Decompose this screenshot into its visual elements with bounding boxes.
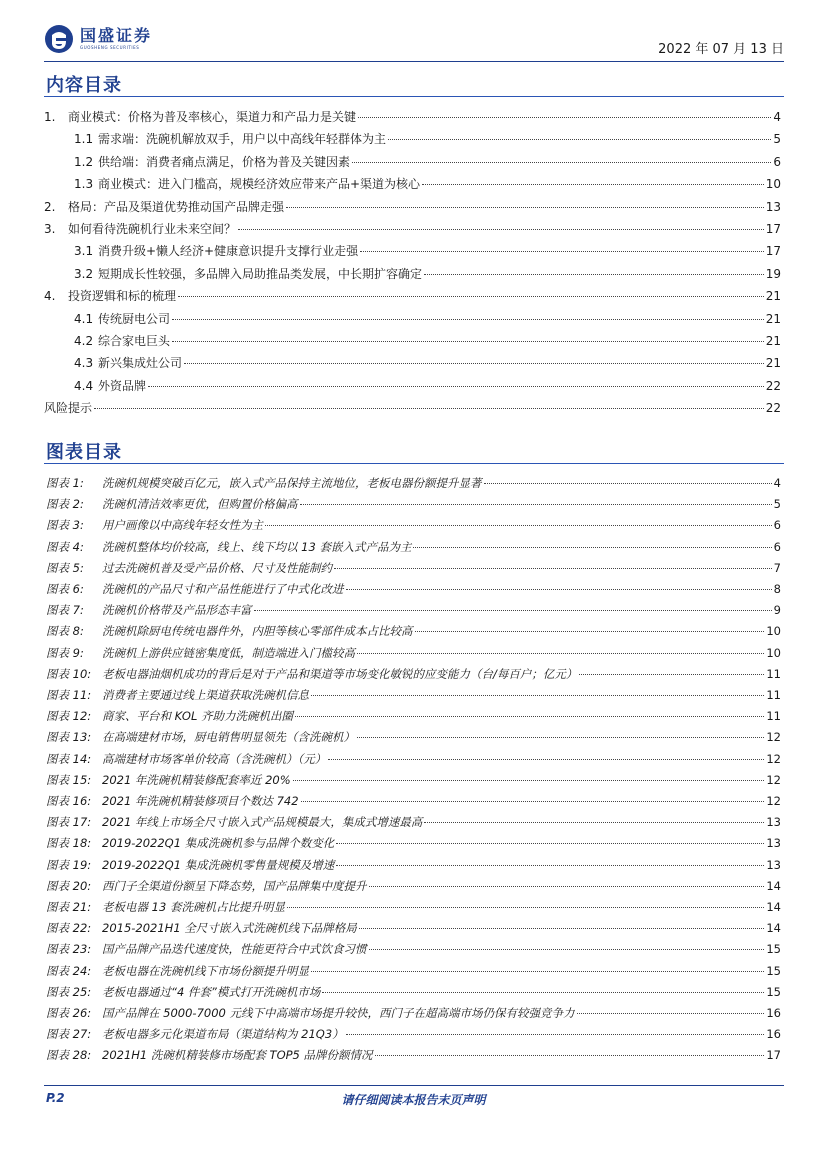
figure-entry-title: 洗碗机规模突破百亿元，嵌入式产品保持主流地位，老板电器份额提升显著	[102, 476, 482, 490]
footer-divider	[44, 1085, 784, 1086]
toc-entry[interactable]	[44, 266, 781, 282]
logo-name-cn: 国盛证券	[80, 26, 153, 45]
figure-entry-page: 15	[766, 942, 781, 957]
figure-entry-title: 高端建材市场客单价较高（含洗碗机）（元）	[102, 751, 327, 766]
toc-entry-subnumber: 1.2	[74, 154, 94, 169]
figure-entry-label: 图表 11:	[46, 688, 92, 702]
figure-entry-title: 老板电器通过“4 件套”模式打开洗碗机市场	[102, 984, 321, 999]
toc-entry-title: 如何看待洗碗机行业未来空间？	[68, 222, 237, 236]
toc-entry-subnumber: 4.1	[74, 311, 94, 326]
figure-entry-label: 图表 4:	[46, 539, 84, 554]
toc-entry-title: 投资逻辑和标的梳理	[68, 289, 177, 304]
figure-entry-title: 国产品牌在 5000-7000 元线下中高端市场提升较快，西门子在超高端市场仍保有较强竞争力	[102, 1006, 575, 1020]
figure-entry-label: 图表 8:	[46, 624, 84, 639]
toc-leader-dots	[352, 162, 771, 163]
figure-entry-title: 2021 年洗碗机精装修配套率近 20%	[102, 772, 291, 787]
figure-entry-page: 14	[766, 878, 781, 893]
toc-leader-dots	[360, 251, 764, 252]
figure-leader-dots	[579, 674, 764, 675]
toc-entry-title: 商业模式：进入门槛高，规模经济效应带来产品+渠道为核心	[98, 177, 421, 192]
toc-entry-page: 17	[765, 244, 781, 259]
figure-entry-label: 图表 6:	[46, 582, 84, 596]
page-number: P.2	[46, 1091, 65, 1105]
toc-entry-subnumber: 1.1	[74, 132, 94, 147]
toc-entry-page: 17	[765, 222, 781, 236]
figure-entry-title: 老板电器多元化渠道布局（渠道结构为 21Q3）	[102, 1027, 344, 1042]
toc-leader-dots	[184, 363, 764, 364]
toc-entry[interactable]	[44, 378, 781, 394]
header-divider	[44, 61, 784, 62]
toc-entry-title: 消费升级+懒人经济+健康意识提升支撑行业走强	[98, 244, 359, 259]
figure-entry-page: 15	[766, 984, 781, 999]
figure-entry[interactable]	[46, 708, 781, 724]
figure-entry[interactable]	[46, 1005, 781, 1021]
figure-entry-page: 9	[773, 603, 781, 618]
figure-entry[interactable]	[46, 687, 781, 703]
toc-entry-subnumber: 4.3	[74, 356, 94, 371]
figure-entry[interactable]	[46, 814, 781, 830]
figure-entry-page: 4	[773, 476, 781, 490]
figure-leader-dots	[334, 568, 772, 569]
toc-entry[interactable]	[44, 311, 781, 327]
figure-entry-page: 11	[766, 709, 781, 724]
figure-entry-page: 13	[766, 857, 781, 872]
figure-entry-label: 图表 16:	[46, 794, 92, 808]
figure-entry-label: 图表 13:	[46, 730, 92, 745]
figure-entry[interactable]	[46, 560, 781, 576]
toc-entry-title: 传统厨电公司	[98, 311, 171, 326]
figure-entry-page: 13	[766, 836, 781, 851]
figure-entry-page: 7	[773, 560, 781, 575]
figure-leader-dots	[311, 695, 764, 696]
figure-leader-dots	[415, 631, 765, 632]
figure-entry-page: 16	[766, 1006, 781, 1020]
toc-entry[interactable]	[44, 400, 781, 416]
figure-leader-dots	[346, 1034, 765, 1035]
figure-entry-title: 老板电器 13 套洗碗机占比提升明显	[102, 900, 285, 914]
toc-entry[interactable]	[44, 199, 781, 215]
figure-entry[interactable]	[46, 645, 781, 661]
toc-entry[interactable]	[44, 109, 781, 125]
toc-entry[interactable]	[44, 221, 781, 237]
toc-entry-title: 风险提示	[44, 401, 93, 416]
figure-entry-label: 图表 12:	[46, 709, 92, 724]
figure-entry[interactable]	[46, 581, 781, 597]
page-header	[44, 22, 784, 62]
figure-entry-label: 图表 25:	[46, 984, 92, 999]
figure-entry-label: 图表 23:	[46, 942, 92, 957]
toc-entry[interactable]	[44, 288, 781, 304]
toc-entry[interactable]	[44, 131, 781, 147]
figure-leader-dots	[336, 865, 764, 866]
figure-entry[interactable]	[46, 602, 781, 618]
toc-entry-title: 格局：产品及渠道优势推动国产品牌走强	[68, 199, 285, 214]
toc-entry-title: 短期成长性较强，多品牌入局助推品类发展，中长期扩容确定	[98, 266, 423, 281]
figure-leader-dots	[293, 780, 765, 781]
figure-entry-page: 12	[766, 772, 781, 787]
toc-entry[interactable]	[44, 154, 781, 170]
figure-entry[interactable]	[46, 941, 781, 957]
figure-entry[interactable]	[46, 920, 781, 936]
figure-entry-label: 图表 5:	[46, 560, 84, 575]
toc-entry[interactable]	[44, 355, 781, 371]
toc-title: 内容目录	[46, 75, 122, 96]
toc-entry-page: 19	[765, 266, 781, 281]
toc-entry-subnumber: 3.2	[74, 266, 94, 281]
toc-leader-dots	[172, 341, 764, 342]
toc-entry[interactable]	[44, 333, 781, 349]
toc-entry-subnumber: 1.3	[74, 177, 94, 192]
figure-leader-dots	[369, 886, 765, 887]
figure-entry-page: 14	[766, 921, 781, 936]
figure-entry-label: 图表 28:	[46, 1048, 92, 1063]
figure-entry[interactable]	[46, 835, 781, 851]
figure-entry[interactable]	[46, 857, 781, 873]
figure-entry[interactable]	[46, 899, 781, 915]
figure-entry-label: 图表 27:	[46, 1027, 92, 1042]
toc-leader-dots	[388, 139, 771, 140]
toc-leader-dots	[424, 274, 764, 275]
logo-name-en: GUOSHENG SECURITIES	[80, 45, 140, 50]
figure-leader-dots	[346, 589, 772, 590]
figure-entry-label: 图表 17:	[46, 815, 92, 830]
toc-entry-title: 新兴集成灶公司	[98, 356, 183, 371]
figure-entry-label: 图表 26:	[46, 1006, 92, 1020]
figure-entry-page: 17	[766, 1048, 781, 1063]
toc-leader-dots	[286, 207, 764, 208]
figure-entry[interactable]	[46, 623, 781, 639]
figure-leader-dots	[300, 504, 772, 505]
figure-entry-label: 图表 22:	[46, 921, 92, 936]
figure-entry-label: 图表 14:	[46, 751, 92, 766]
toc-entry-page: 21	[765, 356, 781, 371]
toc-leader-dots	[94, 408, 764, 409]
toc-entry-page: 10	[765, 177, 781, 192]
figure-entry-page: 5	[773, 497, 781, 512]
figure-entry-label: 图表 1:	[46, 476, 84, 490]
toc-entry-page: 22	[765, 378, 781, 393]
figure-entry-title: 西门子全渠道份额呈下降态势，国产品牌集中度提升	[102, 878, 367, 893]
figure-entry-title: 洗碗机除厨电传统电器件外，内胆等核心零部件成本占比较高	[102, 624, 413, 639]
figure-leader-dots	[357, 653, 764, 654]
figure-entry[interactable]	[46, 963, 781, 979]
figure-entry-title: 洗碗机清洁效率更优，但购置价格偏高	[102, 497, 298, 512]
figure-entry-label: 图表 2:	[46, 497, 84, 512]
company-logo	[44, 24, 152, 54]
figure-entry-page: 12	[766, 751, 781, 766]
figure-entry-label: 图表 19:	[46, 857, 92, 872]
disclaimer-note: 请仔细阅读本报告末页声明	[341, 1093, 486, 1107]
figure-entry[interactable]	[46, 878, 781, 894]
figure-entry-page: 14	[766, 900, 781, 914]
toc-entry-page: 21	[765, 289, 781, 304]
toc-leader-dots	[178, 296, 764, 297]
figure-entry-title: 在高端建材市场，厨电销售明显领先（含洗碗机）	[102, 730, 355, 745]
figure-entry-title: 2015-2021H1 全尺寸嵌入式洗碗机线下品牌格局	[102, 921, 357, 936]
report-date: 2022 年 07 月 13 日	[658, 42, 784, 57]
figure-entry-page: 10	[766, 624, 781, 639]
figure-entry-label: 图表 21:	[46, 900, 92, 914]
figure-entry-page: 10	[766, 645, 781, 660]
toc-entry-page: 21	[765, 334, 781, 348]
figure-entry-title: 2021H1 洗碗机精装修市场配套 TOP5 品牌份额情况	[102, 1048, 373, 1063]
figure-entry-page: 16	[766, 1027, 781, 1042]
figure-leader-dots	[357, 737, 764, 738]
toc-entry-subnumber: 3.1	[74, 244, 94, 259]
figure-entry-page: 13	[766, 815, 781, 830]
toc-entry-title: 供给端：消费者痛点满足，价格为普及关键因素	[98, 154, 351, 169]
figure-entry-label: 图表 15:	[46, 772, 92, 787]
figure-leader-dots	[577, 1013, 765, 1014]
figure-entry-title: 老板电器油烟机成功的背后是对于产品和渠道等市场变化敏锐的应变能力（台/每百户；亿元）	[102, 666, 578, 681]
figure-entry-title: 洗碗机的产品尺寸和产品性能进行了中式化改进	[102, 582, 344, 596]
toc-entry-page: 13	[765, 199, 781, 214]
toc-entry-page: 6	[773, 154, 781, 169]
toc-leader-dots	[148, 386, 764, 387]
figure-entry-title: 2021 年线上市场全尺寸嵌入式产品规模最大，集成式增速最高	[102, 815, 423, 830]
figure-entry-page: 6	[773, 518, 781, 533]
toc-entry-title: 外资品牌	[98, 378, 147, 393]
toc-entry-number: 3.	[44, 222, 56, 236]
figure-entry[interactable]	[46, 751, 781, 767]
toc-entry-number: 4.	[44, 289, 56, 304]
figure-entry-label: 图表 10:	[46, 666, 92, 681]
figure-entry-title: 洗碗机整体均价较高，线上、线下均以 13 套嵌入式产品为主	[102, 539, 412, 554]
toc-entry-title: 商业模式：价格为普及率核心，渠道力和产品力是关键	[68, 110, 357, 124]
figure-entry-title: 老板电器在洗碗机线下市场份额提升明显	[102, 963, 309, 978]
figure-entry-page: 12	[766, 794, 781, 808]
figure-leader-dots	[375, 1055, 765, 1056]
toc-entry-page: 21	[765, 311, 781, 326]
figure-leader-dots	[287, 907, 764, 908]
figure-entry-title: 洗碗机价格带及产品形态丰富	[102, 603, 252, 618]
toc-entry-subnumber: 4.2	[74, 334, 94, 348]
figure-entry-title: 2021 年洗碗机精装修项目个数达 742	[102, 794, 299, 808]
toc-entry[interactable]	[44, 243, 781, 259]
figures-title: 图表目录	[46, 442, 122, 463]
figure-entry-label: 图表 18:	[46, 836, 92, 851]
figure-leader-dots	[369, 949, 765, 950]
figure-entry[interactable]	[46, 475, 781, 491]
figure-entry[interactable]	[46, 793, 781, 809]
figure-entry-title: 2019-2022Q1 集成洗碗机零售量规模及增速	[102, 857, 335, 872]
figure-leader-dots	[254, 610, 772, 611]
toc-entry-page: 22	[765, 401, 781, 416]
toc-entry-title: 需求端：洗碗机解放双手，用户以中高线年轻群体为主	[98, 132, 387, 147]
figure-entry-title: 商家、平台和 KOL 齐助力洗碗机出圈	[102, 709, 294, 724]
toc-leader-dots	[422, 184, 764, 185]
figure-entry-title: 洗碗机上游供应链密集度低，制造端进入门槛较高	[102, 645, 355, 660]
figures-title-divider	[44, 463, 784, 464]
figure-leader-dots	[336, 843, 764, 844]
figure-entry[interactable]	[46, 517, 781, 533]
guosheng-logo-icon	[44, 24, 74, 54]
figure-entry-page: 15	[766, 963, 781, 978]
figure-entry-title: 用户画像以中高线年轻女性为主	[102, 518, 263, 533]
figure-entry[interactable]	[46, 1026, 781, 1042]
toc-title-divider	[44, 96, 784, 97]
figure-entry[interactable]	[46, 772, 781, 788]
figure-entry[interactable]	[46, 666, 781, 682]
figure-leader-dots	[359, 928, 765, 929]
figure-entry-page: 6	[773, 539, 781, 554]
figure-entry-page: 12	[766, 730, 781, 745]
figure-entry-title: 消费者主要通过线上渠道获取洗碗机信息	[102, 688, 309, 702]
figure-leader-dots	[328, 759, 764, 760]
figure-leader-dots	[311, 971, 764, 972]
figure-entry-label: 图表 24:	[46, 963, 92, 978]
toc-leader-dots	[172, 319, 764, 320]
figure-entry-page: 11	[766, 666, 781, 681]
figure-entry-label: 图表 9:	[46, 645, 84, 660]
toc-entry-title: 综合家电巨头	[98, 334, 171, 348]
figure-entry-title: 国产品牌产品迭代速度快，性能更符合中式饮食习惯	[102, 942, 367, 957]
figure-leader-dots	[484, 483, 772, 484]
figure-entry[interactable]	[46, 1047, 781, 1063]
figure-entry[interactable]	[46, 496, 781, 512]
toc-entry-page: 5	[773, 132, 781, 147]
figure-leader-dots	[322, 992, 764, 993]
figure-leader-dots	[413, 547, 771, 548]
figure-leader-dots	[424, 822, 764, 823]
figure-entry-page: 8	[773, 582, 781, 596]
figure-entry-title: 2019-2022Q1 集成洗碗机参与品牌个数变化	[102, 836, 335, 851]
figure-entry-label: 图表 7:	[46, 603, 84, 618]
figure-leader-dots	[301, 801, 765, 802]
figure-entry[interactable]	[46, 729, 781, 745]
figure-leader-dots	[295, 716, 764, 717]
toc-entry-number: 1.	[44, 110, 56, 124]
toc-entry-number: 2.	[44, 199, 56, 214]
figure-entry-page: 11	[766, 688, 781, 702]
toc-leader-dots	[358, 117, 771, 118]
figure-entry-label: 图表 20:	[46, 878, 92, 893]
toc-entry[interactable]	[44, 176, 781, 192]
toc-leader-dots	[238, 229, 764, 230]
toc-entry-page: 4	[773, 110, 781, 124]
figure-entry[interactable]	[46, 984, 781, 1000]
toc-entry-subnumber: 4.4	[74, 378, 94, 393]
figure-entry-title: 过去洗碗机普及受产品价格、尺寸及性能制约	[102, 560, 332, 575]
figure-entry-label: 图表 3:	[46, 518, 84, 533]
figure-entry[interactable]	[46, 539, 781, 555]
figure-leader-dots	[265, 525, 772, 526]
